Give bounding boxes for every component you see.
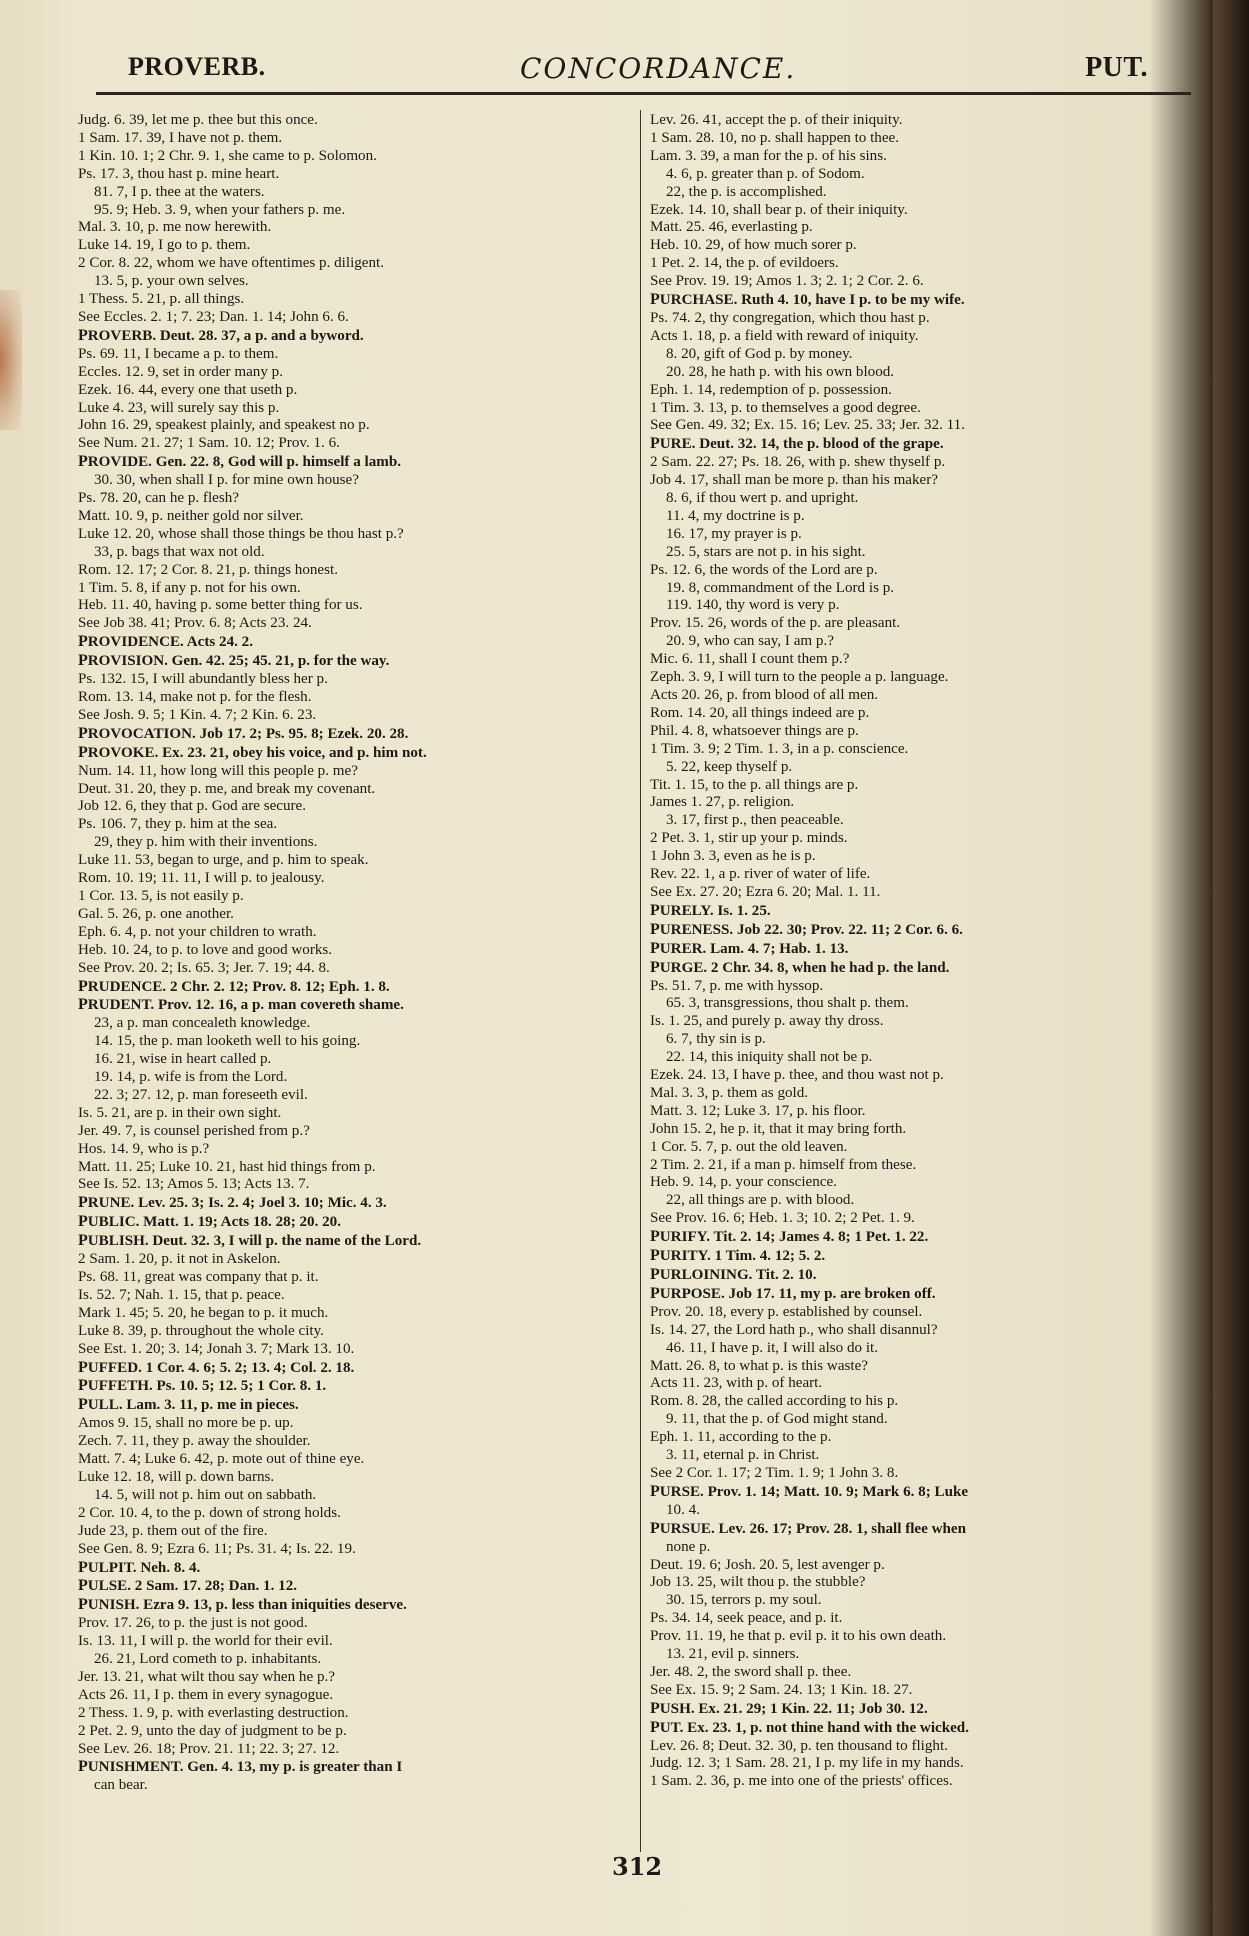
- concordance-line: See Est. 1. 20; 3. 14; Jonah 3. 7; Mark 13. 10.: [78, 1340, 355, 1357]
- concordance-headword-entry: PURCHASE. Ruth 4. 10, have I p. to be my wife.: [650, 291, 965, 309]
- concordance-line: Jude 23, p. them out of the fire.: [78, 1522, 268, 1539]
- concordance-line: 95. 9; Heb. 3. 9, when your fathers p. me.: [94, 201, 346, 218]
- concordance-line: 1 Pet. 2. 14, the p. of evildoers.: [650, 255, 839, 272]
- header-title: CONCORDANCE.: [520, 52, 797, 85]
- concordance-line: Job 13. 25, wilt thou p. the stubble?: [650, 1574, 866, 1591]
- concordance-headword-entry: PUBLISH. Deut. 32. 3, I will p. the name of the Lord.: [78, 1232, 422, 1250]
- concordance-line: Acts 11. 23, with p. of heart.: [650, 1375, 823, 1392]
- concordance-headword-entry: PURSE. Prov. 1. 14; Matt. 10. 9; Mark 6. 8; Luke: [650, 1482, 969, 1500]
- header-left-guide-word: PROVERB.: [128, 52, 266, 81]
- concordance-line: Is. 13. 11, I will p. the world for their evil.: [78, 1633, 333, 1650]
- concordance-headword-entry: PURE. Deut. 32. 14, the p. blood of the grape.: [650, 435, 944, 453]
- concordance-line: 2 Pet. 3. 1, stir up your p. minds.: [650, 830, 848, 847]
- concordance-line: 1 Tim. 3. 9; 2 Tim. 1. 3, in a p. conscience.: [650, 740, 909, 757]
- concordance-line: Ezek. 24. 13, I have p. thee, and thou wast not p.: [650, 1067, 944, 1084]
- concordance-line: Job 4. 17, shall man be more p. than his maker?: [650, 472, 938, 489]
- concordance-line: See Prov. 20. 2; Is. 65. 3; Jer. 7. 19; 44. 8.: [78, 959, 330, 976]
- concordance-line: 14. 15, the p. man looketh well to his going.: [94, 1033, 361, 1050]
- concordance-line: Lam. 3. 39, a man for the p. of his sins.: [650, 147, 887, 164]
- concordance-line: 46. 11, I have p. it, I will also do it.: [666, 1339, 878, 1356]
- concordance-line: See Gen. 49. 32; Ex. 15. 16; Lev. 25. 33; Jer. 32. 11.: [650, 417, 965, 434]
- concordance-line: 25. 5, stars are not p. in his sight.: [666, 543, 866, 560]
- concordance-line: 10. 4.: [666, 1501, 700, 1518]
- concordance-line: Ezek. 16. 44, every one that useth p.: [78, 381, 298, 398]
- header-rule: [96, 92, 1191, 95]
- concordance-headword-entry: PRUDENT. Prov. 12. 16, a p. man covereth shame.: [78, 996, 404, 1014]
- concordance-headword-entry: PULSE. 2 Sam. 17. 28; Dan. 1. 12.: [78, 1577, 298, 1595]
- concordance-line: Ps. 78. 20, can he p. flesh?: [78, 490, 239, 507]
- concordance-line: See Gen. 8. 9; Ezra 6. 11; Ps. 31. 4; Is. 22. 19.: [78, 1540, 356, 1557]
- concordance-line: Mic. 6. 11, shall I count them p.?: [650, 651, 850, 668]
- concordance-headword-entry: PURER. Lam. 4. 7; Hab. 1. 13.: [650, 939, 849, 957]
- concordance-line: Matt. 11. 25; Luke 10. 21, hast hid things from p.: [78, 1158, 376, 1175]
- concordance-line: Judg. 6. 39, let me p. thee but this once.: [78, 112, 318, 128]
- concordance-line: none p.: [666, 1538, 711, 1555]
- concordance-line: Hos. 14. 9, who is p.?: [78, 1140, 210, 1157]
- concordance-line: 1 Sam. 28. 10, no p. shall happen to thee.: [650, 129, 900, 146]
- concordance-line: Eph. 6. 4, p. not your children to wrath.: [78, 923, 317, 940]
- concordance-line: Rom. 10. 19; 11. 11, I will p. to jealousy.: [78, 870, 325, 887]
- concordance-line: 1 Tim. 3. 13, p. to themselves a good degree.: [650, 399, 921, 416]
- concordance-headword-entry: PUT. Ex. 23. 1, p. not thine hand with the wicked.: [650, 1718, 969, 1736]
- concordance-headword-entry: PULPIT. Neh. 8. 4.: [78, 1558, 201, 1576]
- concordance-line: Rom. 8. 28, the called according to his p.: [650, 1393, 899, 1410]
- concordance-line: 11. 4, my doctrine is p.: [666, 507, 805, 524]
- concordance-headword-entry: PURELY. Is. 1. 25.: [650, 901, 771, 919]
- concordance-line: Num. 14. 11, how long will this people p. me?: [78, 762, 358, 779]
- concordance-line: Jer. 13. 21, what wilt thou say when he p.?: [78, 1668, 335, 1685]
- concordance-headword-entry: PROVIDENCE. Acts 24. 2.: [78, 633, 253, 651]
- concordance-line: 9. 11, that the p. of God might stand.: [666, 1411, 888, 1428]
- concordance-line: 65. 3, transgressions, thou shalt p. them.: [666, 995, 909, 1012]
- concordance-headword-entry: PUSH. Ex. 21. 29; 1 Kin. 22. 11; Job 30. 12.: [650, 1699, 928, 1717]
- concordance-line: Is. 5. 21, are p. in their own sight.: [78, 1104, 282, 1121]
- concordance-line: Ps. 12. 6, the words of the Lord are p.: [650, 561, 878, 578]
- concordance-line: 13. 21, evil p. sinners.: [666, 1646, 800, 1663]
- concordance-headword-entry: PULL. Lam. 3. 11, p. me in pieces.: [78, 1396, 299, 1414]
- concordance-line: Phil. 4. 8, whatsoever things are p.: [650, 722, 859, 739]
- concordance-headword-entry: PRUDENCE. 2 Chr. 2. 12; Prov. 8. 12; Eph. 1. 8.: [78, 977, 390, 995]
- concordance-line: 2 Thess. 1. 9, p. with everlasting destruction.: [78, 1704, 349, 1721]
- concordance-line: Rev. 22. 1, a p. river of water of life.: [650, 866, 871, 883]
- concordance-headword-entry: PROVOCATION. Job 17. 2; Ps. 95. 8; Ezek. 20. 28.: [78, 724, 409, 742]
- concordance-line: Amos 9. 15, shall no more be p. up.: [78, 1415, 294, 1432]
- concordance-headword-entry: PUNISHMENT. Gen. 4. 13, my p. is greater than I: [78, 1758, 403, 1776]
- concordance-line: 1 Tim. 5. 8, if any p. not for his own.: [78, 579, 301, 596]
- concordance-line: Lev. 26. 41, accept the p. of their iniquity.: [650, 112, 903, 128]
- concordance-headword-entry: PUNISH. Ezra 9. 13, p. less than iniquities deserve.: [78, 1596, 407, 1614]
- concordance-line: Mal. 3. 10, p. me now herewith.: [78, 219, 272, 236]
- concordance-line: Matt. 26. 8, to what p. is this waste?: [650, 1357, 868, 1374]
- concordance-line: 16. 17, my prayer is p.: [666, 525, 802, 542]
- concordance-line: Eph. 1. 11, according to the p.: [650, 1429, 832, 1446]
- concordance-headword-entry: PURSUE. Lev. 26. 17; Prov. 28. 1, shall flee when: [650, 1519, 966, 1537]
- concordance-headword-entry: PUFFETH. Ps. 10. 5; 12. 5; 1 Cor. 8. 1.: [78, 1377, 327, 1395]
- concordance-headword-entry: PURITY. 1 Tim. 4. 12; 5. 2.: [650, 1247, 826, 1265]
- concordance-line: Rom. 12. 17; 2 Cor. 8. 21, p. things honest.: [78, 561, 338, 578]
- concordance-line: Ps. 132. 15, I will abundantly bless her p.: [78, 671, 328, 688]
- concordance-line: Prov. 15. 26, words of the p. are pleasant.: [650, 615, 901, 632]
- concordance-line: See Ex. 27. 20; Ezra 6. 20; Mal. 1. 11.: [650, 883, 881, 900]
- concordance-line: 119. 140, thy word is very p.: [666, 597, 840, 614]
- concordance-line: James 1. 27, p. religion.: [650, 794, 795, 811]
- concordance-line: 30. 30, when shall I p. for mine own house?: [94, 472, 359, 489]
- concordance-line: Ps. 51. 7, p. me with hyssop.: [650, 977, 824, 994]
- concordance-line: 33, p. bags that wax not old.: [94, 543, 265, 560]
- concordance-line: 1 Cor. 13. 5, is not easily p.: [78, 887, 244, 904]
- concordance-line: can bear.: [94, 1777, 148, 1794]
- concordance-line: Heb. 11. 40, having p. some better thing for us.: [78, 597, 363, 614]
- concordance-line: See Is. 52. 13; Amos 5. 13; Acts 13. 7.: [78, 1176, 310, 1193]
- header-right-guide-word: PUT.: [1085, 52, 1148, 83]
- concordance-line: Luke 11. 53, began to urge, and p. him to speak.: [78, 852, 369, 869]
- concordance-line: Eccles. 12. 9, set in order many p.: [78, 363, 283, 380]
- concordance-line: Zeph. 3. 9, I will turn to the people a p. language.: [650, 669, 949, 686]
- concordance-line: Judg. 12. 3; 1 Sam. 28. 21, I p. my life in my hands.: [650, 1755, 964, 1772]
- concordance-line: 1 Thess. 5. 21, p. all things.: [78, 291, 245, 308]
- column-divider: [640, 110, 641, 1852]
- concordance-line: Ps. 106. 7, they p. him at the sea.: [78, 816, 278, 833]
- concordance-line: Luke 12. 18, will p. down barns.: [78, 1468, 275, 1485]
- concordance-line: Heb. 9. 14, p. your conscience.: [650, 1174, 837, 1191]
- concordance-line: 8. 6, if thou wert p. and upright.: [666, 490, 859, 507]
- concordance-line: Prov. 17. 26, to p. the just is not good.: [78, 1615, 308, 1632]
- concordance-line: 13. 5, p. your own selves.: [94, 273, 249, 290]
- concordance-headword-entry: PUFFED. 1 Cor. 4. 6; 5. 2; 13. 4; Col. 2. 18.: [78, 1358, 355, 1376]
- concordance-line: 2 Sam. 22. 27; Ps. 18. 26, with p. shew thyself p.: [650, 454, 946, 471]
- concordance-line: Matt. 25. 46, everlasting p.: [650, 219, 813, 236]
- concordance-line: Matt. 7. 4; Luke 6. 42, p. mote out of thine eye.: [78, 1451, 365, 1468]
- concordance-line: Is. 52. 7; Nah. 1. 15, that p. peace.: [78, 1286, 285, 1303]
- concordance-line: Job 12. 6, they that p. God are secure.: [78, 798, 307, 815]
- concordance-line: Jer. 49. 7, is counsel perished from p.?: [78, 1122, 310, 1139]
- concordance-line: Ezek. 14. 10, shall bear p. of their iniquity.: [650, 201, 908, 218]
- concordance-headword-entry: PURGE. 2 Chr. 34. 8, when he had p. the land.: [650, 958, 950, 976]
- concordance-line: Matt. 10. 9, p. neither gold nor silver.: [78, 507, 304, 524]
- concordance-line: Rom. 14. 20, all things indeed are p.: [650, 704, 870, 721]
- concordance-line: 1 Sam. 17. 39, I have not p. them.: [78, 129, 283, 146]
- concordance-line: Prov. 11. 19, he that p. evil p. it to his own death.: [650, 1628, 947, 1645]
- concordance-line: 1 John 3. 3, even as he is p.: [650, 848, 816, 865]
- concordance-line: Rom. 13. 14, make not p. for the flesh.: [78, 689, 312, 705]
- concordance-headword-entry: PRUNE. Lev. 25. 3; Is. 2. 4; Joel 3. 10; Mic. 4. 3.: [78, 1194, 387, 1212]
- concordance-line: Luke 14. 19, I go to p. them.: [78, 237, 251, 254]
- concordance-headword-entry: PURPOSE. Job 17. 11, my p. are broken off.: [650, 1284, 936, 1302]
- concordance-line: Matt. 3. 12; Luke 3. 17, p. his floor.: [650, 1102, 866, 1119]
- concordance-line: See Prov. 16. 6; Heb. 1. 3; 10. 2; 2 Pet. 1. 9.: [650, 1210, 915, 1227]
- concordance-line: 19. 8, commandment of the Lord is p.: [666, 579, 895, 596]
- concordance-line: 1 Sam. 2. 36, p. me into one of the priests' offices.: [650, 1773, 953, 1790]
- concordance-line: 22, all things are p. with blood.: [666, 1192, 855, 1209]
- concordance-line: Ps. 69. 11, I became a p. to them.: [78, 345, 279, 362]
- concordance-line: Heb. 10. 24, to p. to love and good works.: [78, 941, 333, 958]
- concordance-line: See Prov. 19. 19; Amos 1. 3; 2. 1; 2 Cor. 2. 6.: [650, 273, 924, 290]
- concordance-headword-entry: PROVISION. Gen. 42. 25; 45. 21, p. for the way.: [78, 652, 390, 670]
- concordance-line: Prov. 20. 18, every p. established by counsel.: [650, 1303, 923, 1320]
- concordance-line: 14. 5, will not p. him out on sabbath.: [94, 1486, 317, 1503]
- concordance-line: Ps. 68. 11, great was company that p. it.: [78, 1269, 319, 1285]
- concordance-line: 2 Cor. 10. 4, to the p. down of strong holds.: [78, 1504, 341, 1521]
- concordance-line: Mark 1. 45; 5. 20, he began to p. it much.: [78, 1304, 329, 1321]
- concordance-line: Zech. 7. 11, they p. away the shoulder.: [78, 1433, 311, 1450]
- concordance-line: 4. 6, p. greater than p. of Sodom.: [666, 165, 865, 182]
- concordance-line: Heb. 10. 29, of how much sorer p.: [650, 237, 857, 254]
- book-spine-edge: [1213, 0, 1249, 1936]
- running-header: [128, 52, 1148, 92]
- concordance-line: 8. 20, gift of God p. by money.: [666, 345, 853, 362]
- concordance-line: 6. 7, thy sin is p.: [666, 1031, 766, 1048]
- concordance-line: Ps. 74. 2, thy congregation, which thou hast p.: [650, 309, 930, 326]
- concordance-line: Tit. 1. 15, to the p. all things are p.: [650, 776, 859, 793]
- concordance-line: 20. 9, who can say, I am p.?: [666, 633, 834, 650]
- concordance-line: Luke 12. 20, whose shall those things be thou hast p.?: [78, 525, 404, 542]
- concordance-line: Lev. 26. 8; Deut. 32. 30, p. ten thousand to flight.: [650, 1737, 948, 1754]
- concordance-line: 81. 7, I p. thee at the waters.: [94, 183, 265, 200]
- concordance-headword-entry: PROVOKE. Ex. 23. 21, obey his voice, and p. him not.: [78, 743, 427, 761]
- concordance-line: 16. 21, wise in heart called p.: [94, 1051, 272, 1068]
- concordance-line: 22. 3; 27. 12, p. man foreseeth evil.: [94, 1086, 308, 1103]
- concordance-line: 26. 21, Lord cometh to p. inhabitants.: [94, 1651, 322, 1668]
- concordance-line: Gal. 5. 26, p. one another.: [78, 905, 234, 922]
- concordance-line: 20. 28, he hath p. with his own blood.: [666, 363, 895, 380]
- page-stain: [0, 290, 22, 430]
- concordance-line: See Lev. 26. 18; Prov. 21. 11; 22. 3; 27. 12.: [78, 1740, 340, 1757]
- right-column: [648, 112, 1173, 1847]
- concordance-line: John 16. 29, speakest plainly, and speakest no p.: [78, 417, 370, 434]
- concordance-line: See Ex. 15. 9; 2 Sam. 24. 13; 1 Kin. 18. 27.: [650, 1681, 913, 1698]
- concordance-line: See Eccles. 2. 1; 7. 23; Dan. 1. 14; John 6. 6.: [78, 308, 349, 325]
- concordance-line: See Job 38. 41; Prov. 6. 8; Acts 23. 24.: [78, 615, 312, 632]
- page-number: 312: [612, 1852, 663, 1881]
- concordance-line: 23, a p. man concealeth knowledge.: [94, 1015, 311, 1032]
- concordance-line: Acts 26. 11, I p. them in every synagogue.: [78, 1686, 334, 1703]
- concordance-line: Ps. 34. 14, seek peace, and p. it.: [650, 1610, 843, 1627]
- concordance-line: Luke 8. 39, p. throughout the whole city.: [78, 1322, 324, 1339]
- concordance-line: 1 Kin. 10. 1; 2 Chr. 9. 1, she came to p. Solomon.: [78, 147, 377, 164]
- concordance-line: Jer. 48. 2, the sword shall p. thee.: [650, 1663, 852, 1680]
- concordance-line: 3. 11, eternal p. in Christ.: [666, 1447, 820, 1464]
- concordance-line: 3. 17, first p., then peaceable.: [666, 812, 844, 829]
- concordance-line: Is. 14. 27, the Lord hath p., who shall disannul?: [650, 1321, 938, 1338]
- concordance-line: See Num. 21. 27; 1 Sam. 10. 12; Prov. 1. 6.: [78, 435, 340, 452]
- concordance-line: 5. 22, keep thyself p.: [666, 758, 793, 775]
- concordance-line: See 2 Cor. 1. 17; 2 Tim. 1. 9; 1 John 3. 8.: [650, 1464, 899, 1481]
- concordance-line: Mal. 3. 3, p. them as gold.: [650, 1084, 809, 1101]
- left-column: [76, 112, 632, 1847]
- concordance-headword-entry: PURIFY. Tit. 2. 14; James 4. 8; 1 Pet. 1. 22.: [650, 1228, 929, 1246]
- concordance-line: 19. 14, p. wife is from the Lord.: [94, 1069, 288, 1086]
- concordance-line: Deut. 19. 6; Josh. 20. 5, lest avenger p.: [650, 1556, 885, 1573]
- concordance-line: Luke 4. 23, will surely say this p.: [78, 399, 280, 416]
- concordance-headword-entry: PROVERB. Deut. 28. 37, a p. and a byword.: [78, 326, 364, 344]
- concordance-line: Ps. 17. 3, thou hast p. mine heart.: [78, 165, 280, 182]
- concordance-line: Deut. 31. 20, they p. me, and break my covenant.: [78, 780, 376, 797]
- concordance-line: John 15. 2, he p. it, that it may bring forth.: [650, 1120, 907, 1137]
- concordance-line: 22, the p. is accomplished.: [666, 183, 827, 200]
- concordance-headword-entry: PURLOINING. Tit. 2. 10.: [650, 1266, 817, 1283]
- concordance-line: Is. 1. 25, and purely p. away thy dross.: [650, 1013, 884, 1030]
- concordance-line: 29, they p. him with their inventions.: [94, 834, 318, 851]
- concordance-line: 22. 14, this iniquity shall not be p.: [666, 1049, 873, 1066]
- concordance-line: 2 Pet. 2. 9, unto the day of judgment to be p.: [78, 1722, 347, 1739]
- concordance-line: 2 Sam. 1. 20, p. it not in Askelon.: [78, 1251, 281, 1268]
- concordance-line: Acts 1. 18, p. a field with reward of iniquity.: [650, 327, 919, 344]
- concordance-headword-entry: PROVIDE. Gen. 22. 8, God will p. himself a lamb.: [78, 453, 402, 471]
- concordance-line: 1 Cor. 5. 7, p. out the old leaven.: [650, 1138, 848, 1155]
- concordance-headword-entry: PURENESS. Job 22. 30; Prov. 22. 11; 2 Cor. 6. 6.: [650, 920, 963, 938]
- concordance-line: Acts 20. 26, p. from blood of all men.: [650, 687, 879, 703]
- concordance-headword-entry: PUBLIC. Matt. 1. 19; Acts 18. 28; 20. 20.: [78, 1213, 341, 1231]
- concordance-line: Eph. 1. 14, redemption of p. possession.: [650, 381, 892, 398]
- concordance-line: 30. 15, terrors p. my soul.: [666, 1592, 822, 1609]
- concordance-line: 2 Tim. 2. 21, if a man p. himself from these.: [650, 1156, 917, 1173]
- concordance-line: See Josh. 9. 5; 1 Kin. 4. 7; 2 Kin. 6. 23.: [78, 706, 317, 723]
- concordance-line: 2 Cor. 8. 22, whom we have oftentimes p. diligent.: [78, 255, 385, 272]
